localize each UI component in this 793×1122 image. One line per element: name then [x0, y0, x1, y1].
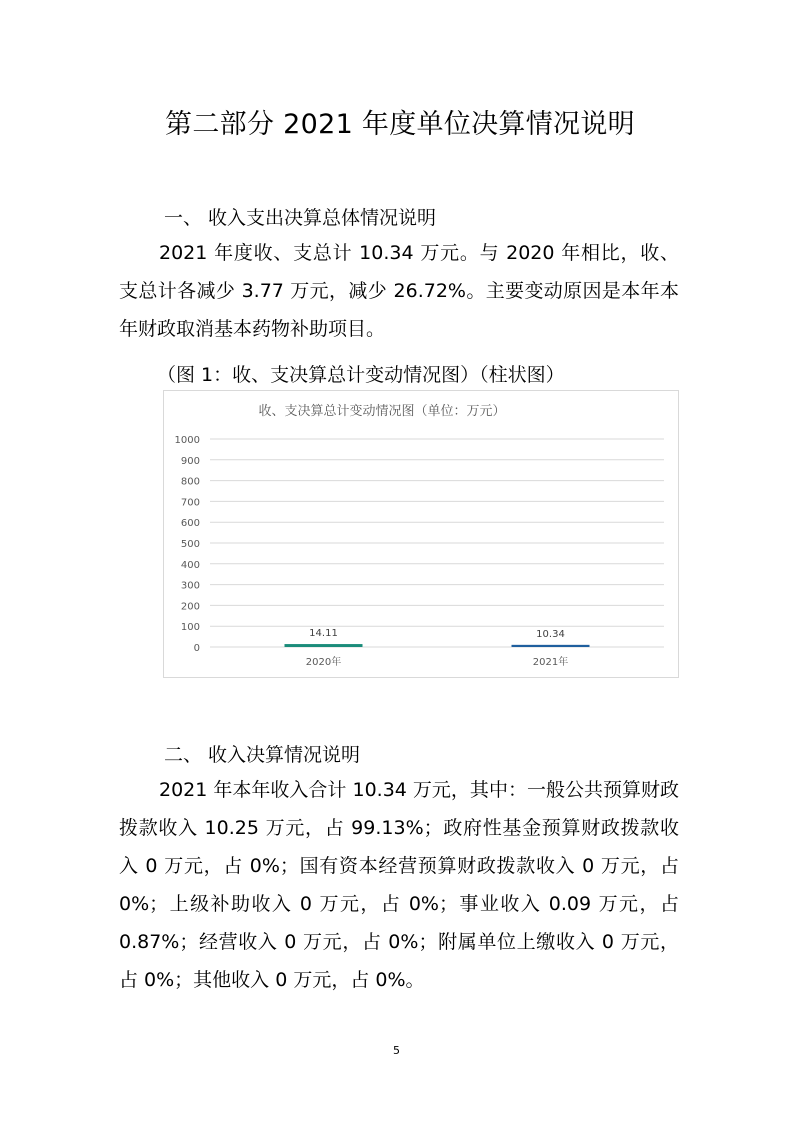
y-tick-label: 900	[180, 455, 200, 467]
y-tick-label: 0	[193, 643, 200, 654]
x-tick-label: 2020年	[305, 657, 342, 668]
paragraph-income: 2021 年本年收入合计 10.34 万元，其中：一般公共预算财政拨款收入 10.25 万元，占 99.13%；政府性基金预算财政拨款收入 0 万元，占 0%；国有资本经营预算财政拨款收入 0 万元，占 0%；上级补助收入 0 万元，占 0%；事业收入 0.09 万元，占 0.87%；经营收入 0 万元，占 0%；附属单位上缴收入 0 万元，占 0%；其他收入 0 万元，占 0%。	[119, 779, 679, 991]
y-tick-label: 200	[180, 601, 200, 613]
y-tick-label: 1000	[174, 435, 200, 446]
section-heading-income: 二、 收入决算情况说明	[164, 744, 361, 766]
page-title: 第二部分 2021 年度单位决算情况说明	[165, 109, 635, 140]
y-tick-label: 600	[180, 518, 200, 530]
data-label: 14.11	[309, 628, 338, 640]
bar-chart	[163, 390, 679, 678]
x-tick-label: 2021年	[532, 657, 569, 668]
paragraph-overview: 2021 年度收、支总计 10.34 万元。与 2020 年相比，收、支总计各减少 3.77 万元，减少 26.72%。主要变动原因是本年本年财政取消基本药物补助项目。	[119, 242, 679, 340]
section-heading-overview: 一、 收入支出决算总体情况说明	[164, 207, 437, 229]
y-tick-label: 400	[180, 559, 200, 571]
y-tick-label: 500	[180, 539, 200, 550]
y-tick-label: 100	[180, 622, 200, 634]
chart-canvas	[164, 391, 680, 679]
y-tick-label: 800	[180, 476, 200, 488]
y-tick-label: 700	[180, 497, 200, 509]
bar	[512, 645, 590, 647]
bar	[285, 644, 363, 647]
data-label: 10.34	[536, 628, 565, 640]
chart-title: 收、支决算总计变动情况图（单位：万元）	[258, 404, 506, 419]
figure-caption: （图 1：收、支决算总计变动情况图）（柱状图）	[157, 364, 565, 386]
page-number: 5	[393, 1044, 400, 1057]
y-tick-label: 300	[180, 580, 200, 592]
